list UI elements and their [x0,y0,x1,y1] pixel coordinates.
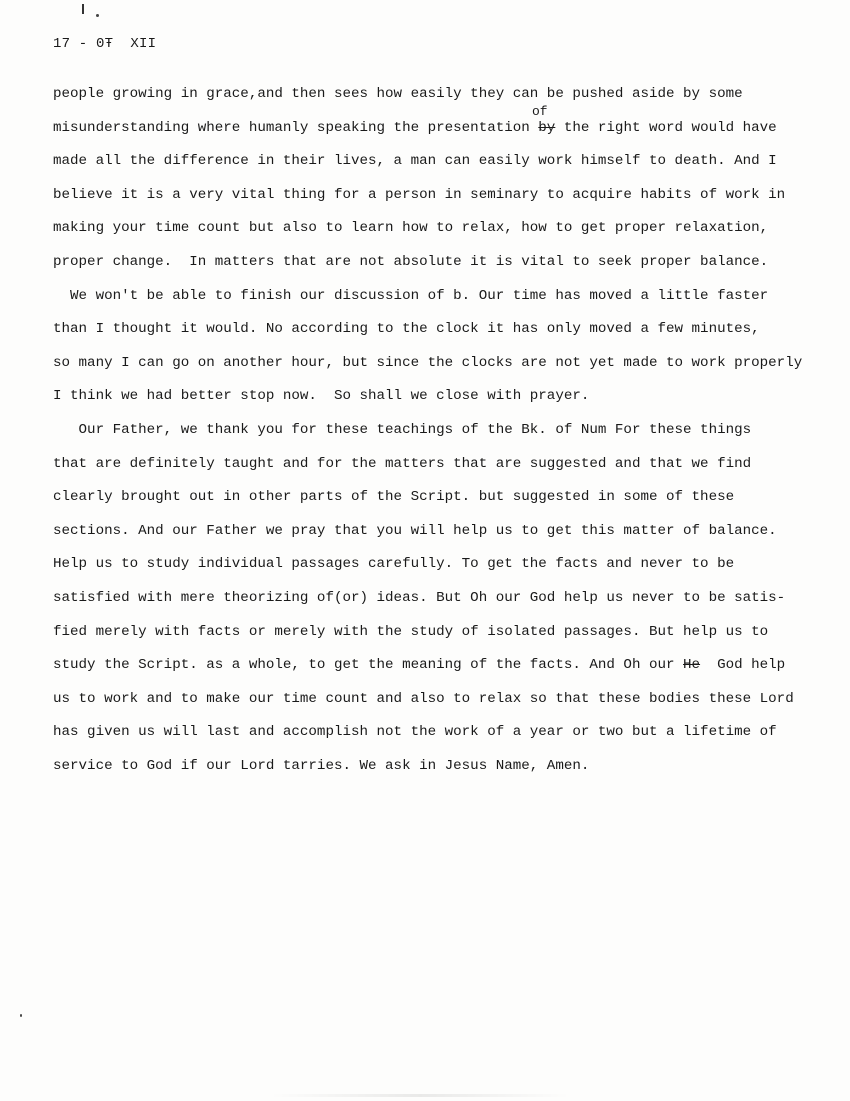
text-line: has given us will last and accomplish not the work of a year or two but a lifetime of [53,724,777,741]
text-line: service to God if our Lord tarries. We ask in Jesus Name, Amen. [53,757,590,774]
text-line: proper change. In matters that are not absolute it is vital to seek proper balance. [53,253,769,270]
text-line: us to work and to make our time count and also to relax so that these bodies these Lord [53,690,794,707]
text-line: Our Father, we thank you for these teachings of the Bk. of Num For these things [53,421,752,438]
text-line: believe it is a very vital thing for a person in seminary to acquire habits of work in [53,186,786,203]
text-line: clearly brought out in other parts of the Script. but suggested in some of these [53,489,735,506]
page-header [53,36,156,52]
text-line: We won't be able to finish our discussion of b. Our time has moved a little faster [53,287,769,304]
scan-dot [96,14,99,17]
handwritten-insertion: of [532,103,548,119]
struck-word: He [683,657,701,674]
text-line: making your time count but also to learn how to relax, how to get proper relaxation, [53,220,769,237]
text-line: sections. And our Father we pray that you will help us to get this matter of balance. [53,522,777,539]
text-line: fied merely with facts or merely with the study of isolated passages. But help us to [53,623,769,640]
page-number: 17 - 0 [53,36,105,52]
scan-edge-smudge [270,1094,570,1097]
text-line: Help us to study individual passages carefully. To get the facts and never to be [53,556,735,573]
text-line: people growing in grace,and then sees how easily they can be pushed aside by some [53,86,743,102]
text-line: made all the difference in their lives, a man can easily work himself to death. And I [53,153,777,170]
struck-word: by [538,119,556,136]
page-sub-mark: Ŧ [104,36,114,52]
text-line: that are definitely taught and for the matters that are suggested and that we find [53,455,752,472]
scan-mark [82,4,84,14]
text-line: so many I can go on another hour, but since the clocks are not yet made to work properly [53,354,803,371]
text-line: misunderstanding where humanly speaking the presentation by the right word would have of [53,103,777,136]
section-roman-numeral: XII [130,36,157,52]
text-line: satisfied with mere theorizing of(or) ideas. But Oh our God help us never to be satis- [53,589,786,606]
transcript-body [53,84,823,789]
text-line: than I thought it would. No according to the clock it has only moved a few minutes, [53,321,760,338]
scan-dot [20,1014,22,1017]
text-line: study the Script. as a whole, to get the meaning of the facts. And Oh our He God help [53,657,786,674]
text-line: I think we had better stop now. So shall we close with prayer. [53,388,590,405]
